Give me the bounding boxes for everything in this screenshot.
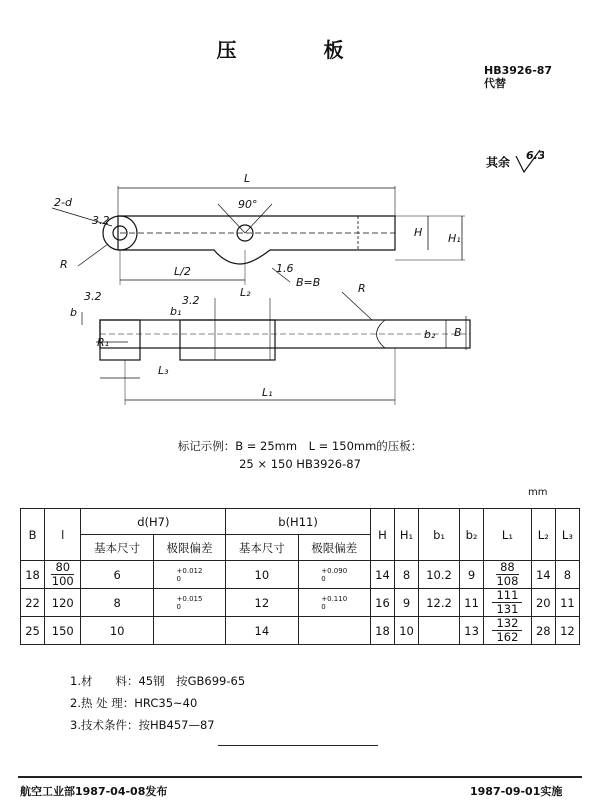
table-row [21,561,580,589]
table-row [21,617,580,645]
cell-H1: 8 [394,561,418,589]
col-b1: b₁ [419,509,460,561]
cell-d: 8 [81,589,153,617]
note-tech-conditions: 3.技术条件：按HB457—87 [70,718,215,732]
col-d-basic: 基本尺寸 [81,535,153,561]
col-L1: L₁ [484,509,532,561]
dim-R-elev: R [358,282,366,295]
cell-b-dev: +0.090 0 [298,561,370,589]
cell-L3: 12 [555,617,579,645]
cell-H: 14 [370,561,394,589]
replaces-label: 代替 [484,77,506,90]
cell-L2: 20 [531,589,555,617]
col-H1: H₁ [394,509,418,561]
col-L2: L₂ [531,509,555,561]
dim-2d: 2-d [54,196,72,209]
cell-H: 18 [370,617,394,645]
rough-mark-c: 3.2 [92,214,110,227]
col-l: l [45,509,81,561]
cell-L3: 11 [555,589,579,617]
marking-example-line2: 25 × 150 HB3926-87 [239,457,361,471]
col-b-basic: 基本尺寸 [226,535,298,561]
dim-H1: H₁ [448,232,461,245]
implementation-date: 1987-09-01实施 [470,785,563,798]
standard-code-block [484,64,552,90]
col-d-group: d(H7) [81,509,226,535]
cell-B: 18 [21,561,45,589]
cell-b1: 10.2 [419,561,460,589]
cell-d: 10 [81,617,153,645]
dim-b2: b₂ [424,328,436,341]
cell-d-dev: +0.015 0 [153,589,225,617]
col-b2: b₂ [460,509,484,561]
roughness-label: 其余 [486,155,511,170]
dim-L2: L₂ [240,286,251,299]
note-material: 1.材 料：45钢 按GB699-65 [70,674,246,688]
cell-H: 16 [370,589,394,617]
issue-date: 航空工业部1987-04-08发布 [20,785,168,798]
cell-B: 25 [21,617,45,645]
dim-R1: R₁ [97,336,110,349]
cell-b: 10 [226,561,298,589]
col-b-limit: 极限偏差 [298,535,370,561]
footer-rule [18,776,582,778]
dim-L: L [244,172,251,185]
cell-l: 150 [45,617,81,645]
cell-b: 12 [226,589,298,617]
end-divider [218,745,378,746]
dim-b: b [70,306,77,319]
cell-L2: 14 [531,561,555,589]
plate-plan-outline [118,216,395,264]
rough-mark-b: 3.2 [182,294,200,307]
cell-l: 80 100 [45,561,81,589]
cell-L1: 88 108 [484,561,532,589]
unit-label: mm [528,487,548,498]
cell-b2: 11 [460,589,484,617]
cell-d-dev [153,617,225,645]
cell-L3: 8 [555,561,579,589]
cell-b2: 13 [460,617,484,645]
table-row [21,589,580,617]
dim-b1: b₁ [170,305,182,318]
marking-example-line1: 标记示例：B = 25mm L = 150mm的压板： [177,439,423,453]
dim-half-L: L/2 [174,265,191,278]
dim-L1: L₁ [262,386,273,399]
cell-H1: 10 [394,617,418,645]
dim-B: B [454,326,462,339]
rough-mark-a: 3.2 [84,290,102,303]
col-H: H [370,509,394,561]
cell-b1: 12.2 [419,589,460,617]
cell-b2: 9 [460,561,484,589]
cell-b1 [419,617,460,645]
dim-H: H [414,226,423,239]
cell-d-dev: +0.012 0 [153,561,225,589]
dim-R-plan: R [60,258,68,271]
cell-b-dev: +0.110 0 [298,589,370,617]
cell-H1: 9 [394,589,418,617]
cell-b-dev [298,617,370,645]
col-B: B [21,509,45,561]
col-b-group: b(H11) [226,509,371,535]
dimension-table [20,508,580,645]
technical-notes [70,670,245,736]
cell-B: 22 [21,589,45,617]
standard-code: HB3926-87 [484,64,553,77]
dim-angle: 90° [238,198,258,211]
dim-B-eq: B=B [296,276,321,289]
note-heat-treatment: 2.热 处 理：HRC35~40 [70,696,198,710]
rough-mark-d: 1.6 [276,262,294,275]
dim-L3: L₃ [158,364,169,377]
roughness-value: 6.3 [526,150,545,162]
cell-d: 6 [81,561,153,589]
cell-b: 14 [226,617,298,645]
cell-L1: 132 162 [484,617,532,645]
page-title: 压 板 [216,38,384,62]
cell-L2: 28 [531,617,555,645]
col-d-limit: 极限偏差 [153,535,225,561]
cell-l: 120 [45,589,81,617]
technical-drawing [0,120,600,420]
col-L3: L₃ [555,509,579,561]
cell-L1: 111 131 [484,589,532,617]
